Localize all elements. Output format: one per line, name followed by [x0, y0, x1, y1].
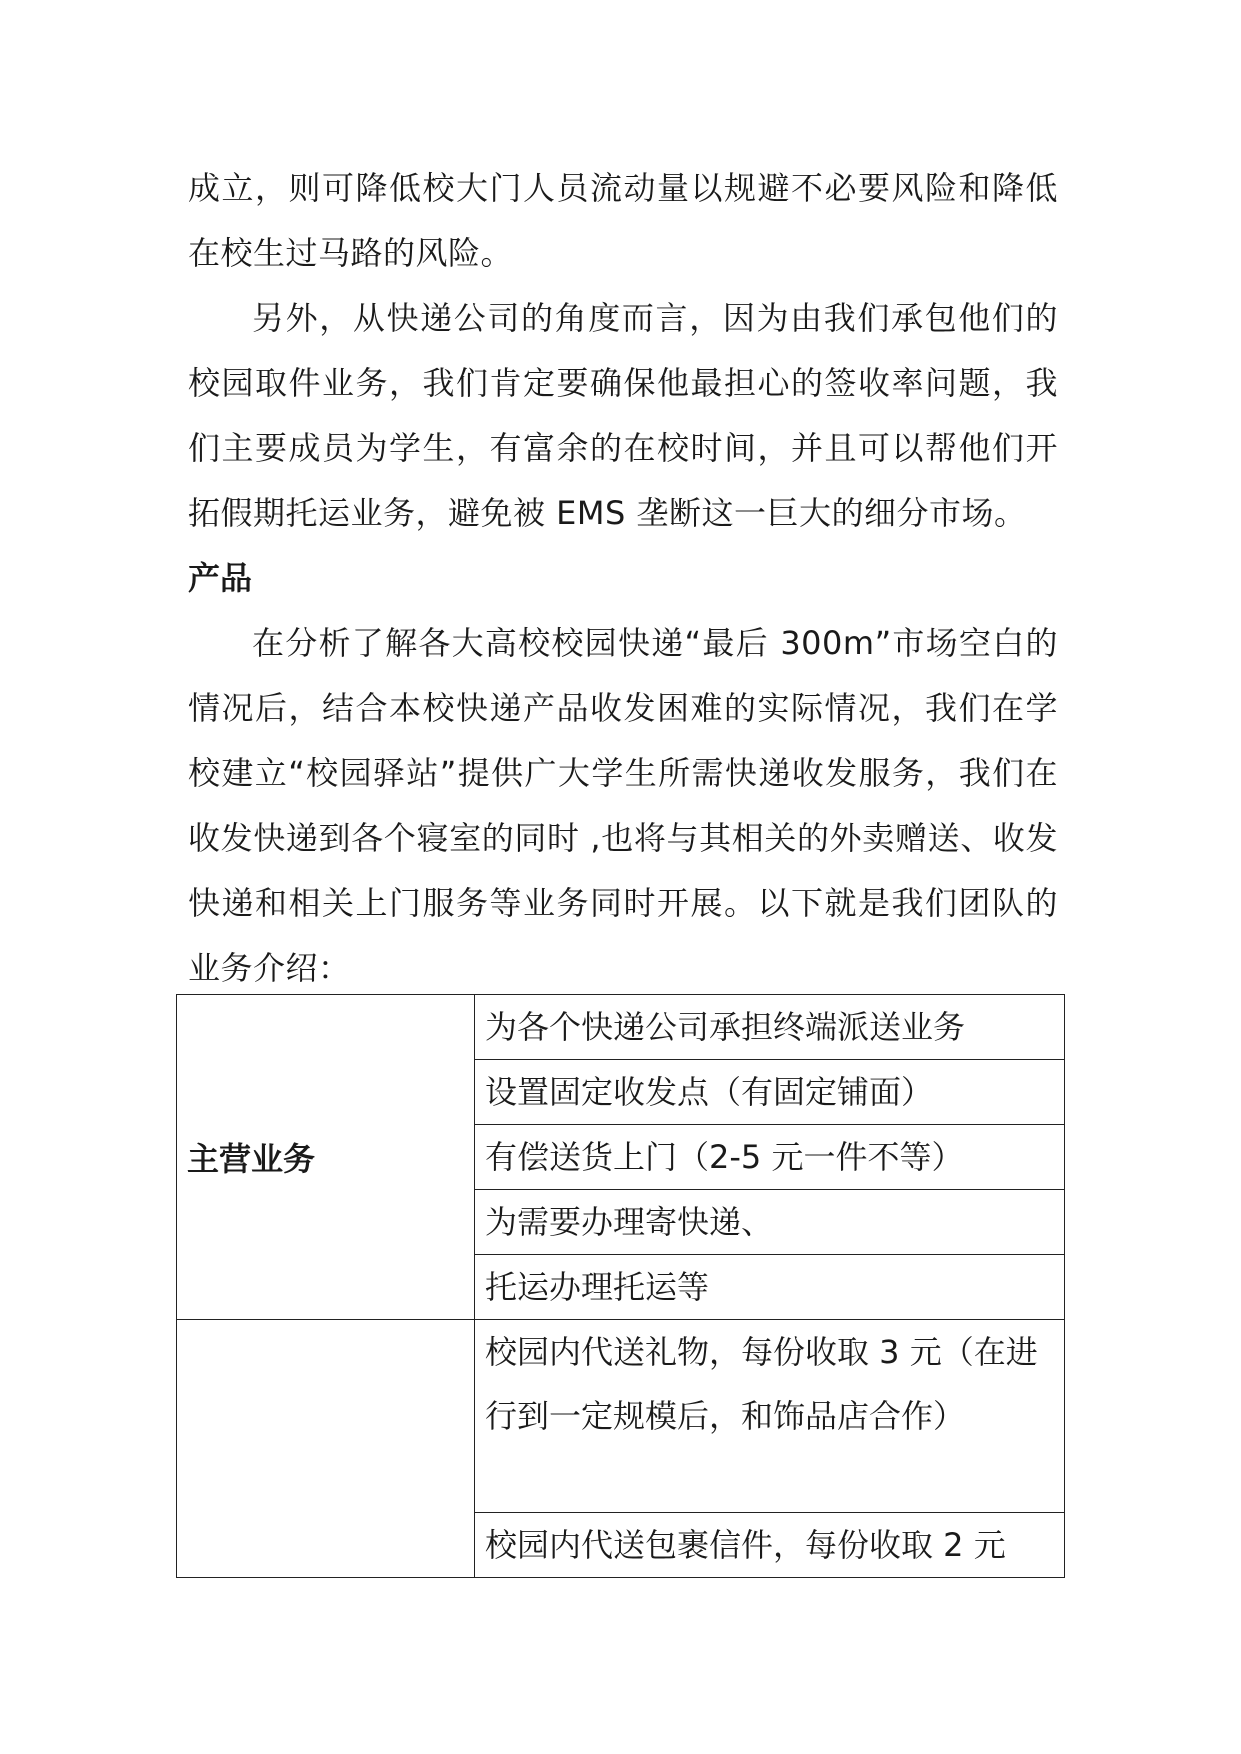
table-cell: 托运办理托运等 [475, 1255, 1065, 1320]
paragraph-product-intro: 在分析了解各大高校校园快递“最后 300m”市场空白的情况后，结合本校快递产品收发困难的实际情况，我们在学校建立“校园驿站”提供广大学生所需快递收发服务，我们在收发快递到各个寝室的同时 ,也将与其相关的外卖赠送、收发快递和相关上门服务等业务同时开展。以下就是我们团队的业务介绍： [188, 624, 1058, 987]
paragraph-courier-perspective: 另外，从快递公司的角度而言，因为由我们承包他们的校园取件业务，我们肯定要确保他最担心的签收率问题，我们主要成员为学生，有富余的在校时间，并且可以帮他们开拓假期托运业务，避免被 EMS 垄断这一巨大的细分市场。 [188, 299, 1058, 532]
document-body [188, 156, 1058, 1001]
category-secondary-business [177, 1320, 475, 1578]
table-cell: 校园内代送包裹信件，每份收取 2 元 [475, 1513, 1065, 1578]
table-cell: 校园内代送礼物，每份收取 3 元（在进行到一定规模后，和饰品店合作） [475, 1320, 1065, 1513]
category-main-business: 主营业务 [177, 995, 475, 1320]
business-table [176, 994, 1065, 1578]
paragraph-continuation: 成立，则可降低校大门人员流动量以规避不必要风险和降低在校生过马路的风险。 [188, 169, 1058, 272]
table-cell: 设置固定收发点（有固定铺面） [475, 1060, 1065, 1125]
table-row [177, 1320, 1065, 1513]
section-heading-product: 产品 [188, 559, 253, 597]
table-row [177, 995, 1065, 1060]
table-cell: 有偿送货上门（2-5 元一件不等） [475, 1125, 1065, 1190]
table-cell: 为各个快递公司承担终端派送业务 [475, 995, 1065, 1060]
table-cell: 为需要办理寄快递、 [475, 1190, 1065, 1255]
